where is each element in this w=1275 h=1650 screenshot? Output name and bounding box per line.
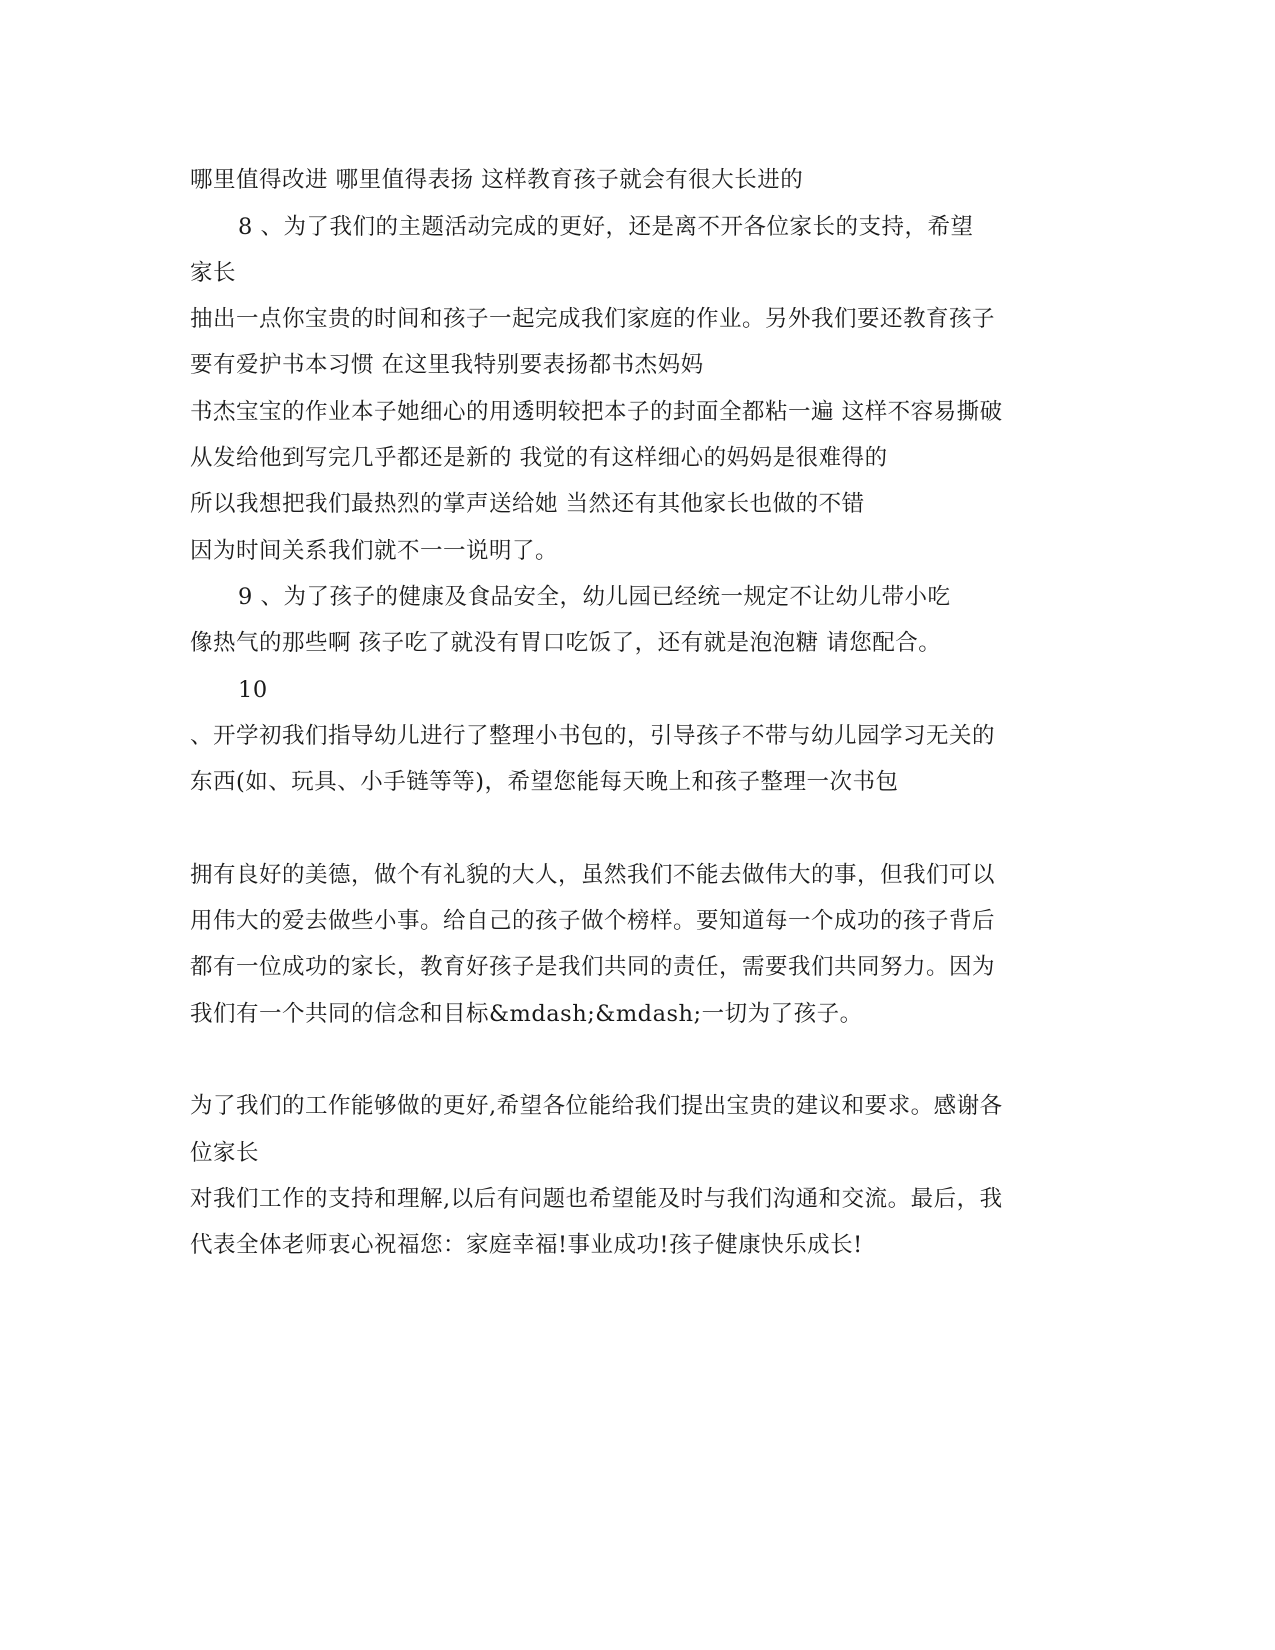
text-line: 我们有一个共同的信念和目标&mdash;&mdash;一切为了孩子。: [190, 1001, 863, 1027]
text-line: 书杰宝宝的作业本子她细心的用透明较把本子的封面全都粘一遍 这样不容易撕破: [190, 399, 1003, 425]
text-line: 从发给他到写完几乎都还是新的 我觉的有这样细心的妈妈是很难得的: [190, 445, 888, 471]
text-line: 用伟大的爱去做些小事。给自己的孩子做个榜样。要知道每一个成功的孩子背后: [190, 908, 996, 934]
text-line: 对我们工作的支持和理解,以后有问题也希望能及时与我们沟通和交流。最后，我: [190, 1186, 1003, 1212]
text-line: 东西(如、玩具、小手链等等)，希望您能每天晚上和孩子整理一次书包: [190, 769, 899, 795]
item-10-number: 10: [238, 677, 268, 703]
text-line: 要有爱护书本习惯 在这里我特别要表扬都书杰妈妈: [190, 352, 704, 378]
item-9-line: 9 、为了孩子的健康及食品安全，幼儿园已经统一规定不让幼儿带小吃: [238, 584, 951, 610]
text-line: 代表全体老师衷心祝福您：家庭幸福!事业成功!孩子健康快乐成长!: [190, 1232, 863, 1258]
text-line: 为了我们的工作能够做的更好,希望各位能给我们提出宝贵的建议和要求。感谢各: [190, 1093, 1003, 1119]
text-line: 因为时间关系我们就不一一说明了。: [190, 538, 559, 564]
text-line: 拥有良好的美德，做个有礼貌的大人，虽然我们不能去做伟大的事，但我们可以: [190, 862, 996, 888]
text-line: 家长: [190, 260, 237, 286]
text-line: 都有一位成功的家长，教育好孩子是我们共同的责任，需要我们共同努力。因为: [190, 954, 996, 980]
text-line: 位家长: [190, 1140, 260, 1166]
text-line: 、开学初我们指导幼儿进行了整理小书包的，引导孩子不带与幼儿园学习无关的: [190, 723, 996, 749]
text-line: 哪里值得改进 哪里值得表扬 这样教育孩子就会有很大长进的: [190, 167, 804, 193]
text-line: 像热气的那些啊 孩子吃了就没有胃口吃饭了，还有就是泡泡糖 请您配合。: [190, 630, 942, 656]
text-line: 抽出一点你宝贵的时间和孩子一起完成我们家庭的作业。另外我们要还教育孩子: [190, 306, 996, 332]
text-line: 所以我想把我们最热烈的掌声送给她 当然还有其他家长也做的不错: [190, 491, 865, 517]
item-8-line: 8 、为了我们的主题活动完成的更好，还是离不开各位家长的支持，希望: [238, 214, 974, 240]
